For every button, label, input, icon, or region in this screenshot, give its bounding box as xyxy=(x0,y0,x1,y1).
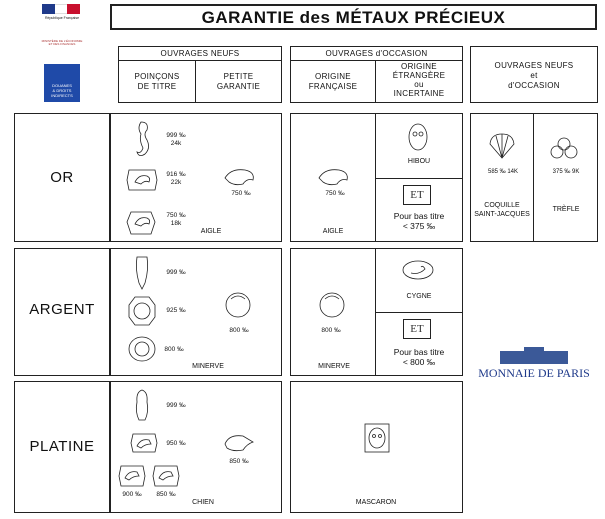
header-petite-2: GARANTIE xyxy=(216,82,261,91)
minerva-head-icon xyxy=(223,291,253,319)
row-argent-label-box xyxy=(14,248,110,376)
argent-neufs-box xyxy=(110,248,282,376)
platine-occasion-name: MASCARON xyxy=(355,499,397,506)
or-bas-titre-2: < 375 ‰ xyxy=(402,221,436,231)
douanes-logo xyxy=(44,64,80,102)
scallop-shell-icon xyxy=(487,132,517,160)
row-or-label-box xyxy=(14,113,110,242)
eagle-head-icon xyxy=(125,168,159,192)
or-neufs-box xyxy=(110,113,282,242)
or-titre-2-a: 916 ‰ xyxy=(166,171,186,178)
eagle-head-icon xyxy=(125,210,157,236)
seahorse-icon xyxy=(133,120,153,160)
header-occasion xyxy=(290,46,463,103)
et-mark-icon xyxy=(403,185,431,205)
platine-titre-4: 850 ‰ xyxy=(156,491,176,498)
or-poincon-name: AIGLE xyxy=(200,228,222,235)
penguin-icon xyxy=(133,388,151,422)
or-occasion-name: AIGLE xyxy=(322,228,344,235)
row-or-label: OR xyxy=(50,169,74,186)
argent-poincon-name: MINERVE xyxy=(192,363,224,370)
platine-poincon-name: CHIEN xyxy=(192,499,214,506)
dog-head-icon xyxy=(117,464,147,488)
building-icon xyxy=(498,345,570,365)
header-mixte-3: d'OCCASION xyxy=(508,81,560,90)
argent-bas-titre-2: < 800 ‰ xyxy=(402,357,436,367)
minerva-head-icon xyxy=(317,291,347,319)
et-mark-icon xyxy=(403,319,431,339)
argent-bas-titre-1: Pour bas titre xyxy=(393,347,445,357)
platine-neufs-box xyxy=(110,381,282,513)
header-occasion-label: OUVRAGES d'OCCASION xyxy=(325,49,428,58)
row-argent-label: ARGENT xyxy=(29,301,95,318)
header-etrangere-4: INCERTAINE xyxy=(393,89,445,98)
title-box xyxy=(110,4,597,30)
minerva-head-icon xyxy=(127,295,157,327)
header-mixte xyxy=(470,46,598,103)
argent-titre-2: 925 ‰ xyxy=(166,307,186,314)
page-title: GARANTIE des MÉTAUX PRÉCIEUX xyxy=(201,8,506,27)
header-neufs xyxy=(118,46,282,103)
or-trefle-value: 375 ‰ 9K xyxy=(552,169,580,175)
header-francaise-2: FRANÇAISE xyxy=(308,82,358,91)
or-titre-3-b: 18k xyxy=(170,220,182,227)
platine-occasion-box xyxy=(290,381,463,513)
eagle-head-icon xyxy=(223,166,257,188)
argent-occasion-value: 800 ‰ xyxy=(321,327,341,334)
argent-petite-value: 800 ‰ xyxy=(229,327,249,334)
or-trefle-name: TRÈFLE xyxy=(552,206,580,213)
argent-occasion-box xyxy=(290,248,463,376)
or-hibou-label: HIBOU xyxy=(407,158,431,165)
header-francaise-1: ORIGINE xyxy=(315,72,351,81)
argent-titre-1: 999 ‰ xyxy=(166,269,186,276)
or-bas-titre-1: Pour bas titre xyxy=(393,211,445,221)
or-titre-2-b: 22k xyxy=(170,179,182,186)
platine-titre-1: 999 ‰ xyxy=(166,402,186,409)
platine-titre-2: 950 ‰ xyxy=(166,440,186,447)
republique-text: République Française xyxy=(44,16,80,20)
row-platine-label: PLATINE xyxy=(29,438,95,455)
monnaie-de-paris-text: MONNAIE DE PARIS xyxy=(478,366,590,380)
or-petite-value: 750 ‰ xyxy=(231,190,251,197)
dog-head-icon xyxy=(151,464,181,488)
et-mark-text: ET xyxy=(410,323,424,335)
owl-icon xyxy=(407,122,429,152)
header-mixte-1: OUVRAGES NEUFS xyxy=(494,61,574,70)
et-mark-text: ET xyxy=(410,189,424,201)
eagle-head-icon xyxy=(317,166,351,188)
or-coquille-name-2: SAINT-JACQUES xyxy=(474,211,530,218)
douanes-line-1: DOUANES xyxy=(52,83,72,88)
header-etrangere-2: ÉTRANGÈRE xyxy=(392,71,446,80)
header-poincons-1: POINÇONS xyxy=(134,72,180,81)
douanes-line-2: & DROITS xyxy=(52,88,72,93)
or-titre-3-a: 750 ‰ xyxy=(166,212,186,219)
dog-head-icon xyxy=(129,432,159,454)
header-neufs-label: OUVRAGES NEUFS xyxy=(160,49,240,58)
or-mixte-box xyxy=(470,113,598,242)
amphora-icon xyxy=(133,255,151,291)
header-poincons-2: DE TITRE xyxy=(137,82,177,91)
header-petite-1: PETITE xyxy=(223,72,254,81)
platine-titre-3: 900 ‰ xyxy=(122,491,142,498)
monnaie-de-paris-logo xyxy=(470,345,598,385)
argent-occasion-name: MINERVE xyxy=(318,363,350,370)
trefoil-icon xyxy=(549,136,579,162)
argent-cygne-label: CYGNE xyxy=(406,293,432,300)
or-coquille-value: 585 ‰ 14K xyxy=(487,169,519,175)
header-mixte-2: et xyxy=(530,71,538,80)
header-etrangere-1: ORIGINE xyxy=(401,62,437,71)
header-etrangere-3: ou xyxy=(414,80,424,89)
row-platine-label-box xyxy=(14,381,110,513)
republique-logo xyxy=(40,2,84,26)
or-occasion-box xyxy=(290,113,463,242)
platine-petite-value: 850 ‰ xyxy=(229,458,249,465)
minerva-head-icon xyxy=(127,335,157,363)
or-coquille-name-1: COQUILLE xyxy=(484,202,520,209)
mascaron-icon xyxy=(363,422,391,454)
swan-icon xyxy=(401,259,435,281)
or-occasion-value: 750 ‰ xyxy=(325,190,345,197)
argent-titre-3: 800 ‰ xyxy=(164,346,184,353)
or-titre-1-a: 999 ‰ xyxy=(166,132,186,139)
douanes-line-3: INDIRECTS xyxy=(51,93,73,98)
ministere-text: MINISTÈRE DE L'ÉCONOMIE ET DES FINANCES xyxy=(41,39,83,47)
or-titre-1-b: 24k xyxy=(170,140,182,147)
dog-head-icon xyxy=(223,432,255,454)
